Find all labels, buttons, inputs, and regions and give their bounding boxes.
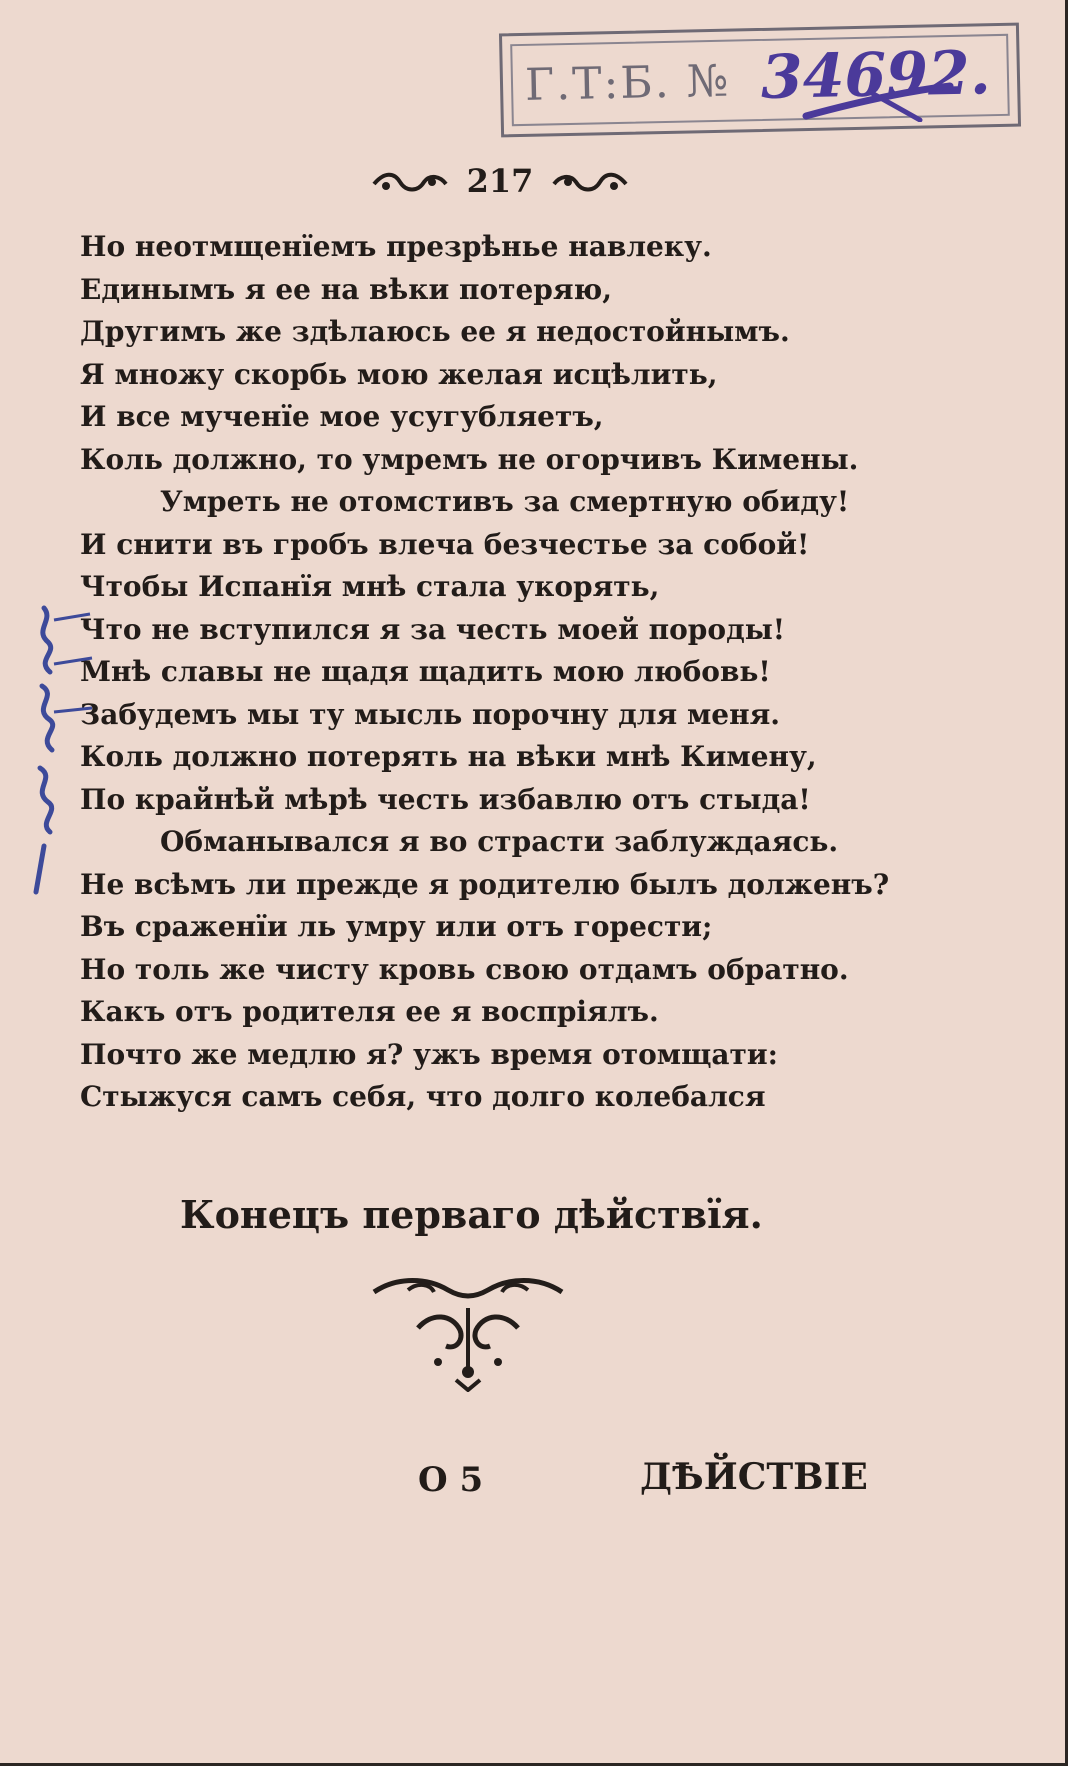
verse-line: Но неотмщенїемъ презрѣнье навлеку.	[80, 230, 712, 263]
verse-line: Не всѣмъ ли прежде я родителю былъ долженъ?	[80, 867, 890, 901]
verse-line: Единымъ я ее на вѣки потеряю,	[80, 272, 613, 306]
tailpiece-vignette-ornament	[368, 1268, 568, 1392]
verse-line: Что не вступился я за честь моей породы!	[80, 612, 786, 646]
margin-handwritten-marks	[14, 600, 94, 900]
verse-line: Мнѣ славы не щадя щадить мою любовь!	[80, 655, 771, 688]
verse-line: Но толь же чисту кровь свою отдамъ обратно.	[80, 952, 849, 986]
verse-line: Коль должно потерять на вѣки мнѣ Кимену,	[80, 740, 817, 773]
verse-line: Забудемъ мы ту мысль порочну для меня.	[80, 697, 781, 731]
signature-mark: О 5	[418, 1460, 484, 1500]
verse-line: И все мученїе мое усугубляетъ,	[80, 400, 604, 433]
verse-line: Стыжуся самъ себя, что долго колебался	[80, 1080, 766, 1113]
catchword: ДѢЙСТВІЕ	[640, 1456, 868, 1498]
stamp-ink-scratch	[800, 82, 960, 122]
verse-line: Другимъ же здѣлаюсь ее я недостойнымъ.	[80, 315, 790, 348]
verse-line: Какъ отъ родителя ее я воспрiялъ.	[80, 995, 659, 1028]
verse-line: Въ сраженїи ль умру или отъ горести;	[80, 910, 713, 943]
running-header	[370, 162, 630, 206]
verse-line-indented: Обманывался я во страсти заблуждаясь.	[160, 825, 839, 858]
verse-text	[80, 226, 890, 1119]
act-end-heading: Конецъ перваго дѣйствїя.	[180, 1192, 763, 1237]
page-number: 217	[466, 162, 534, 200]
verse-line: Чтобы Испанїя мнѣ стала укорять,	[80, 570, 660, 603]
verse-line: Я множу скорбь мою желая исцѣлить,	[80, 357, 718, 391]
verse-line: И снити въ гробъ влеча безчестье за собой!	[80, 527, 810, 561]
stamp-label: Г.Т:Б. №	[524, 55, 731, 111]
verse-line: Почто же медлю я? ужъ время отомщати:	[80, 1037, 779, 1071]
left-fleuron-ornament	[370, 168, 450, 198]
verse-line-indented: Умреть не отомстивъ за смертную обиду!	[160, 485, 850, 518]
verse-line: Коль должно, то умремъ не огорчивъ Кимены.	[80, 442, 859, 476]
stamp-inventory-number: 34692.	[760, 38, 992, 113]
verse-line: По крайнѣй мѣрѣ честь избавлю отъ стыда!	[80, 782, 811, 816]
right-fleuron-ornament	[550, 168, 630, 198]
